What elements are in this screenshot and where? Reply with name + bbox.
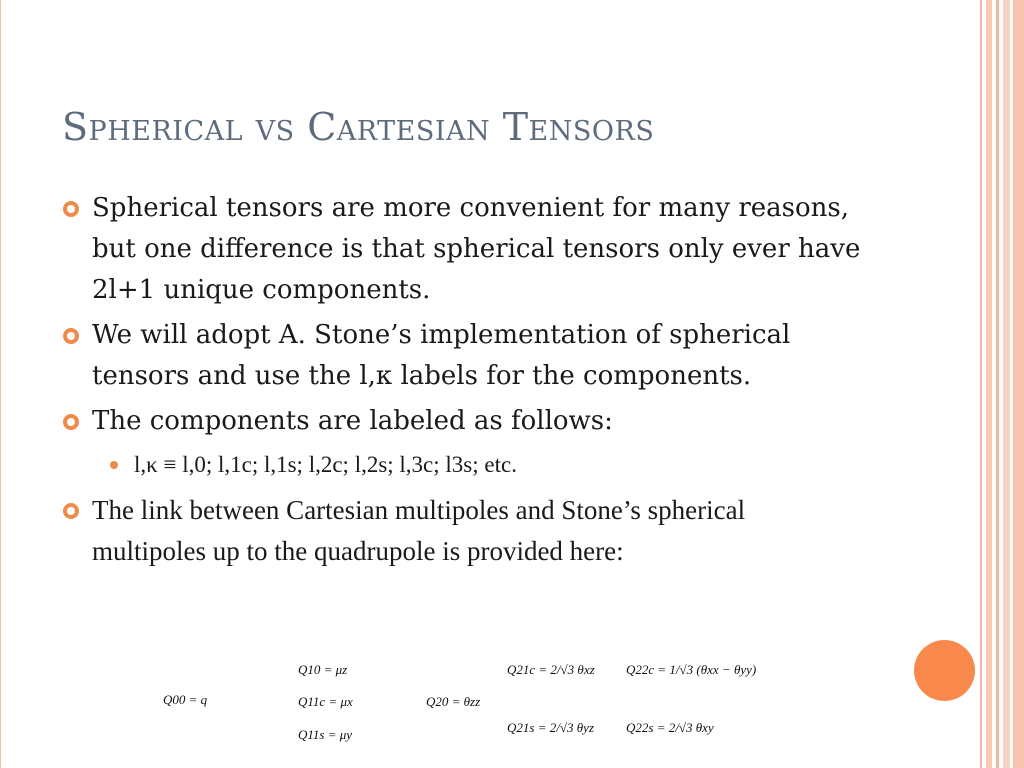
sub-bullet-text: l,κ ≡ l,0; l,1c; l,1s; l,2c; l,2s; l,3c; l3s; etc. — [134, 452, 517, 477]
equation-q11c: Q11c = μx — [298, 694, 353, 709]
bullet-item — [62, 188, 862, 311]
accent-circle — [914, 640, 975, 701]
equation-q11s: Q11s = μy — [298, 727, 353, 742]
sub-bullet-item — [62, 446, 862, 484]
dot-bullet-icon — [110, 461, 118, 469]
decorative-stripe — [996, 0, 999, 768]
decorative-stripe — [1013, 0, 1024, 768]
equation-q21c: Q21c = 2/√3 θxz — [507, 662, 595, 677]
ring-bullet-icon — [62, 327, 80, 345]
decorative-stripe — [1003, 0, 1010, 768]
slide-border — [0, 0, 1, 768]
equation-q22c: Q22c = 1/√3 (θxx − θyy) — [626, 662, 757, 677]
equation-q00: Q00 = q — [163, 692, 208, 707]
ring-bullet-icon — [62, 413, 80, 431]
bullet-item — [62, 401, 862, 442]
decorative-stripe — [980, 0, 982, 768]
decorative-stripe — [986, 0, 992, 768]
equation-q20: Q20 = θzz — [426, 694, 481, 709]
equation-q22s: Q22s = 2/√3 θxy — [626, 720, 714, 735]
bullet-text: The components are labeled as follows: — [92, 406, 613, 436]
equation-q10: Q10 = μz — [298, 662, 348, 677]
bullet-item — [62, 490, 862, 572]
bullet-text: We will adopt A. Stone’s implementation of spherical tensors and use the l,κ labels for the components. — [92, 320, 791, 391]
equation-q21s: Q21s = 2/√3 θyz — [507, 720, 594, 735]
ring-bullet-icon — [62, 200, 80, 218]
bullet-item — [62, 315, 862, 397]
ring-bullet-icon — [62, 502, 80, 520]
bullet-text: Spherical tensors are more convenient for many reasons, but one difference is that spherical tensors only ever have 2l+1 unique components. — [92, 193, 861, 305]
slide-title: Spherical vs Cartesian Tensors — [62, 105, 655, 149]
bullet-text: The link between Cartesian multipoles and Stone’s spherical multipoles up to the quadrupole is provided here: — [92, 495, 746, 566]
slide-content — [62, 188, 862, 576]
